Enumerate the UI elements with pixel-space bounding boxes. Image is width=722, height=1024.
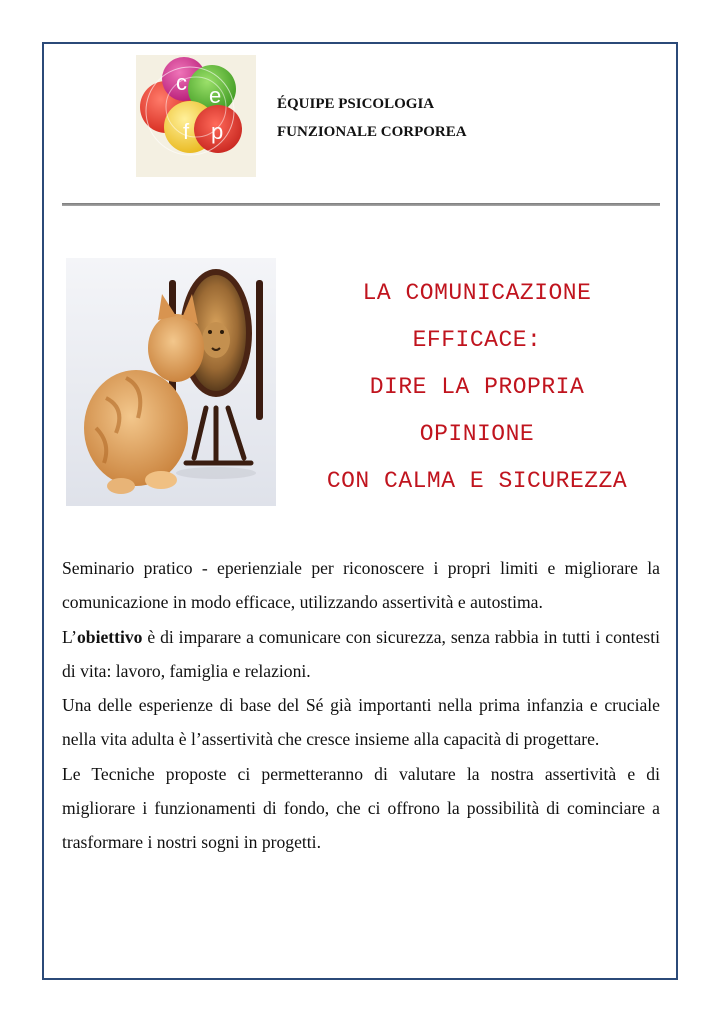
cefp-logo bbox=[136, 55, 256, 177]
logo-letter-c: c bbox=[176, 70, 187, 95]
organization-name bbox=[277, 90, 467, 146]
org-line-2: FUNZIONALE CORPOREA bbox=[277, 124, 467, 140]
header-divider bbox=[62, 203, 660, 206]
org-line-1: ÉQUIPE PSICOLOGIA bbox=[277, 96, 435, 112]
description bbox=[62, 551, 660, 860]
title-line-4: OPINIONE bbox=[419, 421, 535, 447]
paragraph-techniques: Le Tecniche proposte ci permetteranno di valutare la nostra assertività e di migliorare i funzionamenti di fondo, che ci offrono la possibilità di cominciare a trasformare i nostri sogni in progetti. bbox=[62, 763, 660, 853]
title-line-2: EFFICACE: bbox=[412, 327, 542, 353]
objective-prefix: L’ bbox=[62, 626, 77, 647]
objective-text: è di imparare a comunicare con sicurezza, senza rabbia in tutti i contesti di vita: lavoro, famiglia e relazioni. bbox=[62, 626, 660, 681]
cat-lion-mirror-illustration bbox=[66, 258, 276, 506]
paragraph-objective bbox=[62, 620, 660, 689]
seminar-title bbox=[296, 270, 658, 505]
objective-keyword: obiettivo bbox=[77, 626, 143, 647]
logo-letter-f: f bbox=[183, 119, 190, 144]
logo-letter-e: e bbox=[209, 83, 222, 108]
title-line-1: LA COMUNICAZIONE bbox=[362, 280, 592, 306]
title-line-3: DIRE LA PROPRIA bbox=[369, 374, 585, 400]
paragraph-intro: Seminario pratico - eperienziale per riconoscere i propri limiti e migliorare la comunicazione in modo efficace, utilizzando assertività e autostima. bbox=[62, 558, 660, 613]
paragraph-assertiveness: Una delle esperienze di base del Sé già importanti nella prima infanzia e cruciale nella vita adulta è l’assertività che cresce insieme alla capacità di progettare. bbox=[62, 695, 660, 750]
logo-letter-p: p bbox=[211, 119, 224, 144]
title-line-5: CON CALMA E SICUREZZA bbox=[326, 468, 628, 494]
